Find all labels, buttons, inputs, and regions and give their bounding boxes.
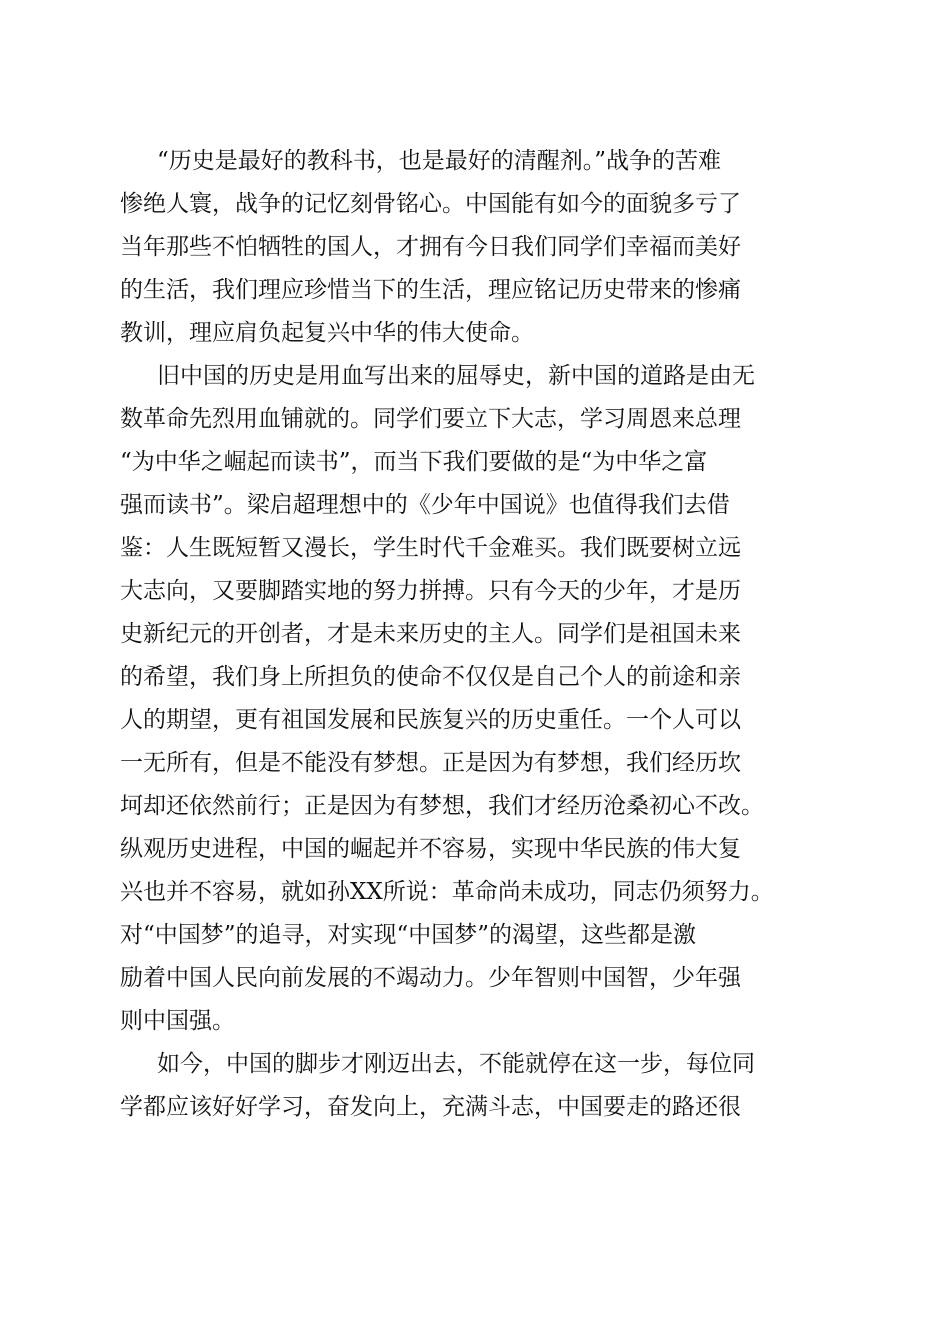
paragraph-2-line-13: 兴也并不容易，就如孙XX所说：革命尚未成功，同志仍须努力。: [120, 879, 774, 905]
paragraph-2-line-1: 旧中国的历史是用血写出来的屈辱史，新中国的道路是由无: [157, 363, 755, 389]
paragraph-1-line-2: 惨绝人寰，战争的记忆刻骨铭心。中国能有如今的面貌多亏了: [120, 191, 741, 217]
paragraph-2-line-2: 数革命先烈用血铺就的。同学们要立下大志，学习周恩来总理: [120, 406, 741, 432]
paragraph-1-line-5: 教训，理应肩负起复兴中华的伟大使命。: [120, 320, 534, 346]
paragraph-2-line-3: “为中华之崛起而读书”，而当下我们要做的是“为中华之富: [120, 449, 708, 475]
paragraph-2-line-9: 人的期望，更有祖国发展和民族复兴的历史重任。一个人可以: [120, 707, 741, 733]
paragraph-2-line-16: 则中国强。: [120, 1008, 235, 1034]
paragraph-2-line-10: 一无所有，但是不能没有梦想。正是因为有梦想，我们经历坎: [120, 750, 741, 776]
body-text: [120, 140, 840, 1129]
paragraph-2-line-14: 对“中国梦”的追寻，对实现“中国梦”的渴望，这些都是激: [120, 922, 697, 948]
paragraph-2-line-4: 强而读书”。梁启超理想中的《少年中国说》也值得我们去借: [120, 492, 730, 518]
paragraph-3-line-1: 如今，中国的脚步才刚迈出去，不能就停在这一步，每位同: [157, 1051, 755, 1077]
paragraph-1-line-1: “历史是最好的教科书，也是最好的清醒剂。”战争的苦难: [157, 148, 722, 174]
paragraph-2-line-12: 纵观历史进程，中国的崛起并不容易，实现中华民族的伟大复: [120, 836, 741, 862]
paragraph-1-line-3: 当年那些不怕牺牲的国人，才拥有今日我们同学们幸福而美好: [120, 234, 741, 260]
paragraph-2-line-11: 坷却还依然前行；正是因为有梦想，我们才经历沧桑初心不改。: [120, 793, 764, 819]
paragraph-2-line-5: 鉴：人生既短暂又漫长，学生时代千金难买。我们既要树立远: [120, 535, 741, 561]
paragraph-2-line-8: 的希望，我们身上所担负的使命不仅仅是自己个人的前途和亲: [120, 664, 741, 690]
paragraph-2-line-6: 大志向，又要脚踏实地的努力拼搏。只有今天的少年，才是历: [120, 578, 741, 604]
paragraph-1-line-4: 的生活，我们理应珍惜当下的生活，理应铭记历史带来的惨痛: [120, 277, 741, 303]
paragraph-2-line-7: 史新纪元的开创者，才是未来历史的主人。同学们是祖国未来: [120, 621, 741, 647]
paragraph-3-line-2: 学都应该好好学习，奋发向上，充满斗志，中国要走的路还很: [120, 1094, 741, 1120]
paragraph-2-line-15: 励着中国人民向前发展的不竭动力。少年智则中国智，少年强: [120, 965, 741, 991]
